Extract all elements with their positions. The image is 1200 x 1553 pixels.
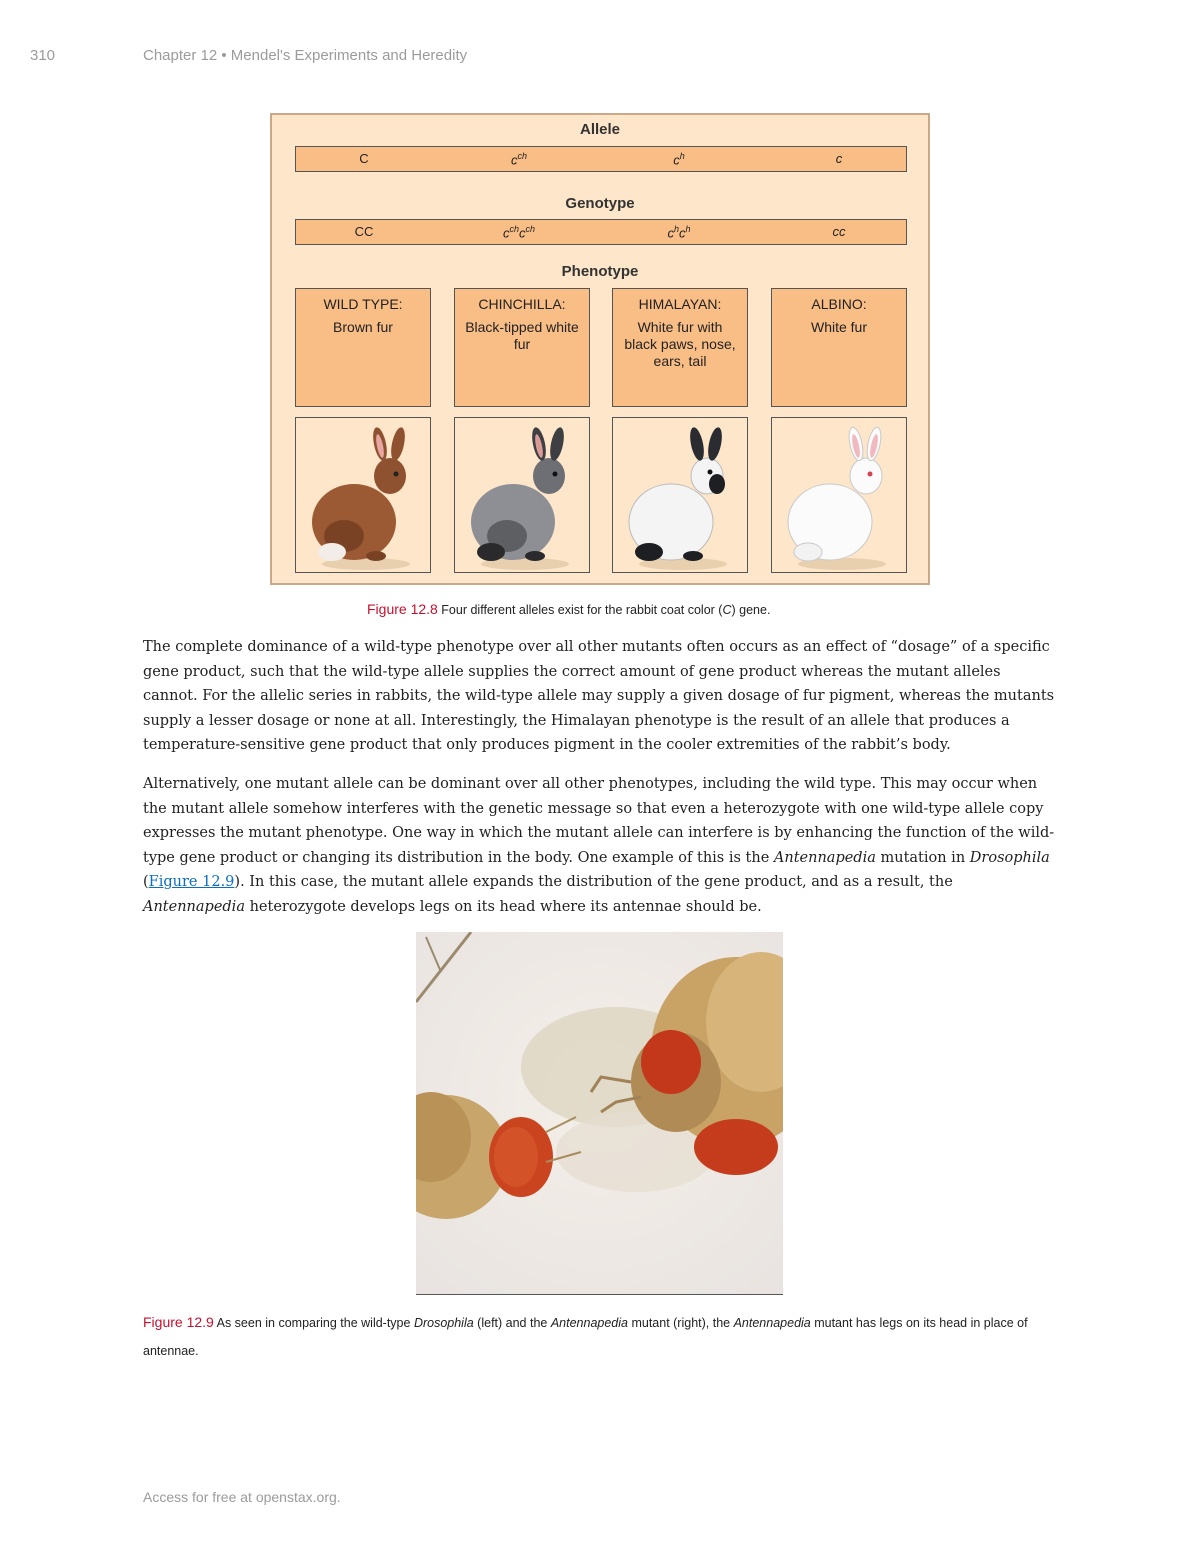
phenotype-chinchilla: CHINCHILLA: Black-tipped white fur [454,288,590,407]
phenotype-albino: ALBINO: White fur [771,288,907,407]
rabbit-chinchilla-image [454,417,590,573]
genotype-item: $c^{ch}c^{ch}$ [502,224,536,241]
phenotype-wild-type: WILD TYPE: Brown fur [295,288,431,407]
paragraph-dominance: Alternatively, one mutant allele can be dominant over all other phenotypes, including the wild type. This may occur when the mutant allele somehow interferes with the genetic message so that even a heterozygote with one wild-type allele copy expresses the mutant phenotype. One way in which the mutant allele can interfere is by enhancing the function of the wild-type gene product or changing its distribution in the body. One example of this is the Antennapedia mutation in Drosophila (Figure 12.9). In this case, the mutant allele expands the distribution of the gene product, and as a result, the Antennapedia heterozygote develops legs on its head where its antennae should be. [143,776,1055,915]
drosophila-photo [416,932,783,1294]
rabbit-wild-type-image [295,417,431,573]
genotype-item: cc [832,224,846,239]
chapter-title: Chapter 12 • Mendel's Experiments and Heredity [143,47,468,64]
photo-divider [416,1294,783,1295]
allele-item: $c^h$ [673,151,685,168]
allele-title: Allele [579,121,621,138]
rabbit-albino-image [771,417,907,573]
footer-access-link[interactable]: Access for free at openstax.org. [143,1489,341,1505]
genotype-item: $c^hc^h$ [667,224,691,241]
page-number: 310 [30,47,56,64]
phenotype-himalayan: HIMALAYAN: White fur with black paws, nose, ears, tail [612,288,748,407]
genotype-bar [295,219,907,245]
figure-12-9-caption: Figure 12.9 As seen in comparing the wild-type Drosophila (left) and the Antennapedia mutant (right), the Antennapedia mutant has legs on its head in place of antennae. [143,1314,1028,1358]
allele-item: $c^{ch}$ [510,151,528,168]
genotype-item: CC [354,224,374,239]
genotype-title: Genotype [565,195,635,212]
allele-item: C [359,151,369,166]
rabbit-himalayan-image [612,417,748,573]
figure-12-8-caption: Figure 12.8 Four different alleles exist for the rabbit coat color (C) gene. [367,601,771,617]
paragraph-dosage: The complete dominance of a wild-type phenotype over all other mutants often occurs as an effect of “dosage” of a specific gene product, such that the wild-type allele supplies the correct amount of gene product whereas the mutant alleles cannot. For the allelic series in rabbits, the wild-type allele may supply a given dosage of fur pigment, whereas the mutants supply a lesser dosage or none at all. Interestingly, the Himalayan phenotype is the result of an allele that produces a temperature-sensitive gene product that only produces pigment in the cooler extremities of the rabbit’s body. [143,639,1055,753]
figure-12-8 [270,113,930,585]
phenotype-title: Phenotype [561,263,639,280]
figure-12-9-link[interactable]: Figure 12.9 [148,874,235,890]
allele-bar [295,146,907,172]
allele-item: c [835,151,843,166]
